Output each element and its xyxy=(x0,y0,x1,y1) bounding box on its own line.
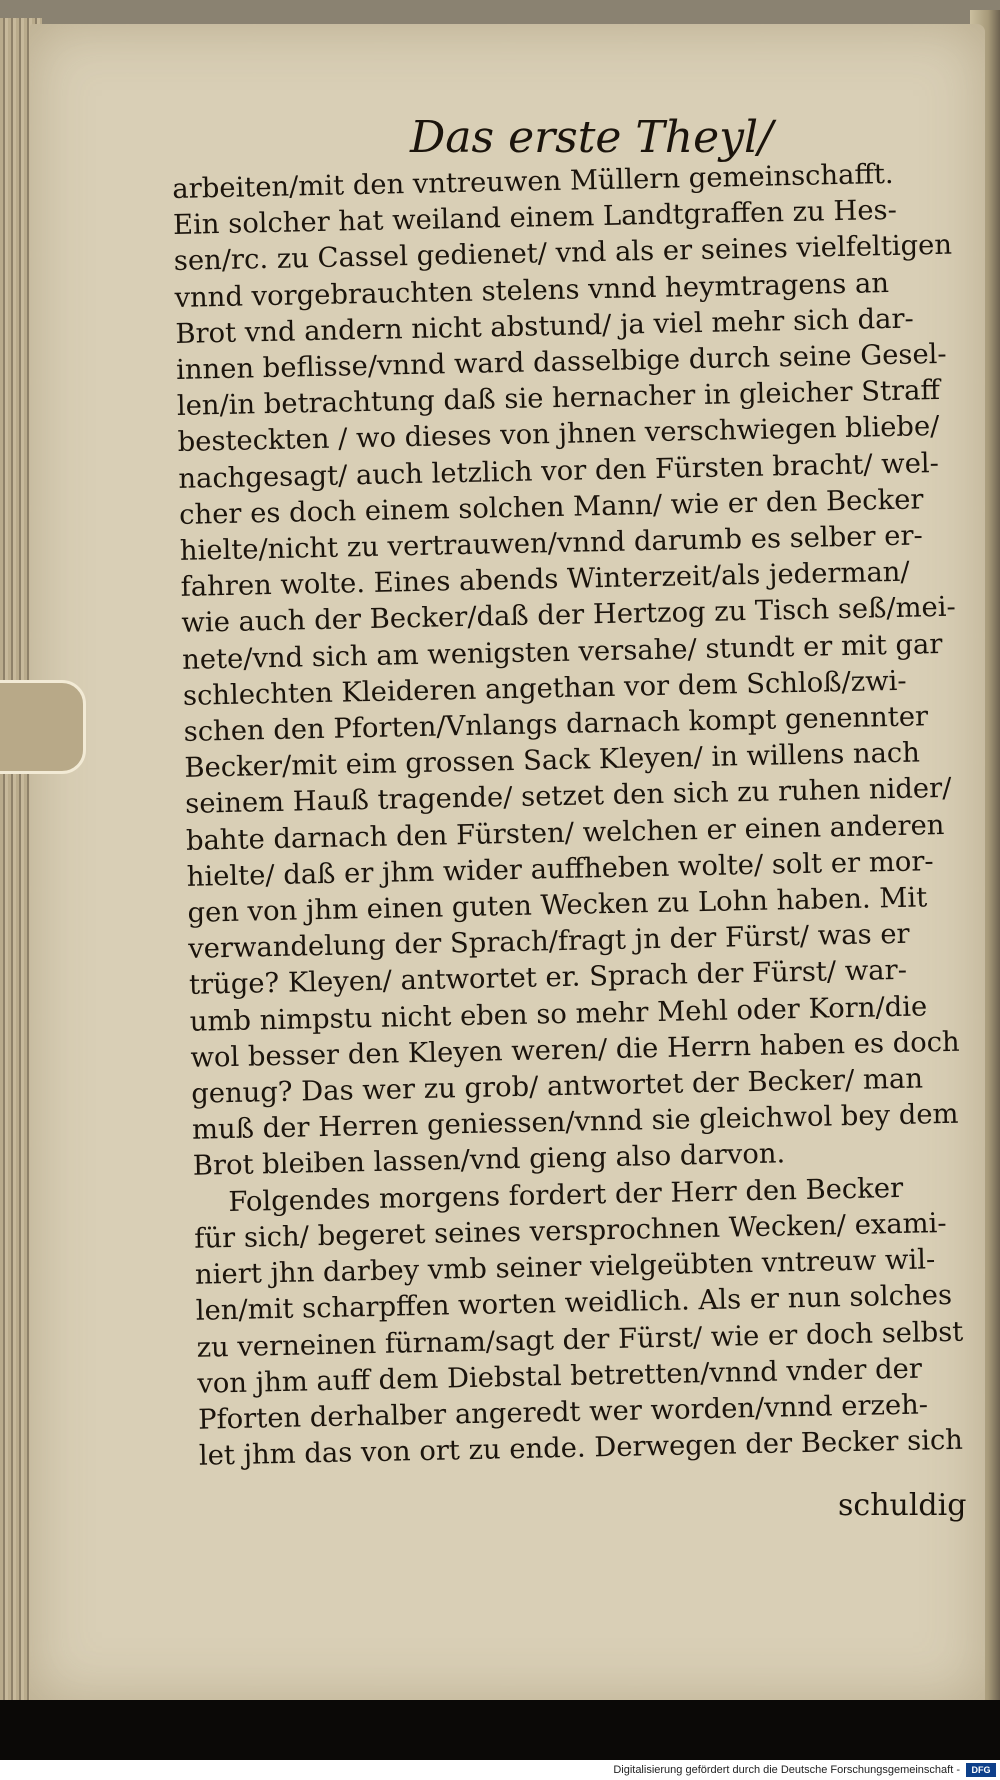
text-line: nete/vnd sich am wenigsten versahe/ stundt er mit gar xyxy=(181,628,943,676)
digitization-footer xyxy=(0,1760,1000,1780)
catchword: schuldig xyxy=(838,1488,967,1523)
text-line: zu verneinen fürnam/sagt der Fürst/ wie er doch selbst xyxy=(196,1316,964,1364)
text-line: len/in betrachtung daß sie hernacher in gleicher Straff xyxy=(176,375,941,423)
text-line: muß der Herren geniessen/vnnd sie gleichwol bey dem xyxy=(191,1099,959,1147)
text-line: genug? Das wer zu grob/ antwortet der Becker/ man xyxy=(190,1063,924,1110)
text-line: fahren wolte. Eines abends Winterzeit/als jederman/ xyxy=(180,556,910,604)
text-line: gen von jhm einen guten Wecken zu Lohn haben. Mit xyxy=(187,882,928,929)
running-head: Das erste Theyl/ xyxy=(410,112,773,163)
text-line: wol besser den Kleyen weren/ die Herrn haben es doch xyxy=(190,1026,960,1074)
text-line: verwandelung der Sprach/fragt jn der Fürst/ was er xyxy=(187,918,910,966)
text-line: schlechten Kleideren angethan vor dem Schloß/zwi- xyxy=(182,665,907,712)
text-line: Folgendes morgens fordert der Herr den Becker xyxy=(193,1172,904,1219)
text-line: hielte/ daß er jhm wider auffheben wolte/ solt er mor- xyxy=(186,846,934,893)
text-line: Pforten derhalber angeredt wer worden/vnnd erzeh- xyxy=(197,1389,929,1436)
text-line: innen beflisse/vnnd ward dasselbige durch seine Gesel- xyxy=(175,338,947,386)
dfg-logo: DFG xyxy=(966,1763,996,1777)
text-line: bahte darnach den Fürsten/ welchen er einen anderen xyxy=(185,809,945,857)
text-line: trüge? Kleyen/ antwortet er. Sprach der Fürst/ war- xyxy=(188,955,908,1002)
footer-credit: Digitalisierung gefördert durch die Deutsche Forschungsgemeinschaft - xyxy=(613,1764,960,1776)
text-line: niert jhn darbey vmb seiner vielgeübten vntreuw wil- xyxy=(194,1244,936,1291)
text-line: für sich/ begeret seines versprochnen Wecken/ exami- xyxy=(194,1207,947,1255)
text-line: hielte/nicht zu vertrauwen/vnnd darumb es selber er- xyxy=(179,520,924,567)
text-line: besteckten / wo dieses von jhnen verschwiegen bliebe/ xyxy=(177,411,940,459)
text-line: Becker/mit eim grossen Sack Kleyen/ in willens nach xyxy=(184,737,921,785)
text-line: nachgesagt/ auch letzlich vor den Fürsten bracht/ wel- xyxy=(178,447,940,495)
text-line: seinem Hauß tragende/ setzet den sich zu ruhen nider/ xyxy=(184,773,952,821)
body-text xyxy=(172,155,989,1475)
text-line: let jhm das von ort zu ende. Derwegen der Becker sich xyxy=(198,1424,964,1472)
text-line: cher es doch einem solchen Mann/ wie er den Becker xyxy=(178,484,924,531)
top-book-edge xyxy=(0,0,1000,26)
text-line: arbeiten/mit den vntreuwen Müllern gemeinschafft. xyxy=(172,158,894,205)
text-line: schen den Pforten/Vnlangs darnach kompt genennter xyxy=(183,701,929,748)
text-line: umb nimpstu nicht eben so mehr Mehl oder Korn/die xyxy=(189,991,928,1038)
text-line: sen/rc. zu Cassel gedienet/ vnd als er seines vielfeltigen xyxy=(173,230,953,278)
text-line: vnnd vorgebrauchten stelens vnnd heymtragens an xyxy=(174,267,890,314)
text-line: Brot vnd andern nicht abstund/ ja viel mehr sich dar- xyxy=(175,303,915,350)
text-line: von jhm auff dem Diebstal betretten/vnnd vnder der xyxy=(197,1353,923,1400)
page-tab-notch xyxy=(0,680,86,774)
text-line: Ein solcher hat weiland einem Landtgraffen zu Hes- xyxy=(172,195,898,242)
text-line: Brot bleiben lassen/vnd gieng also darvon. xyxy=(192,1138,786,1183)
text-line: len/mit scharpffen worten weidlich. Als er nun solches xyxy=(195,1280,953,1328)
text-line: wie auch der Becker/daß der Hertzog zu Tisch seß/mei- xyxy=(181,592,957,640)
